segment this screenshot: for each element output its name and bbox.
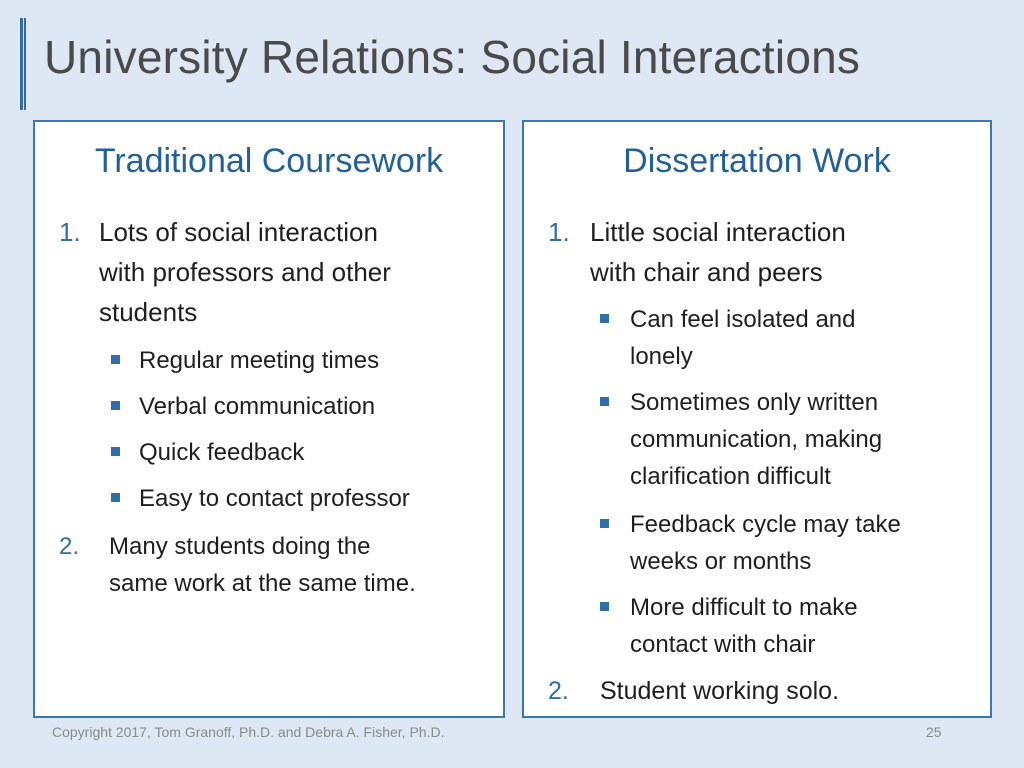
square-bullet-icon xyxy=(600,602,609,611)
sub-bullet xyxy=(600,384,980,495)
square-bullet-icon xyxy=(600,397,609,406)
bullet-text: Can feel isolated and xyxy=(630,306,856,333)
item-text-line: students xyxy=(99,297,198,327)
square-bullet-icon xyxy=(111,447,120,456)
dissertation-work-panel xyxy=(522,120,992,718)
list-item-1 xyxy=(548,212,968,292)
bullet-text: clarification difficult xyxy=(630,463,831,490)
bullet-text: lonely xyxy=(630,343,693,370)
bullet-text: Feedback cycle may take xyxy=(630,511,901,538)
slide-title: University Relations: Social Interactions xyxy=(44,31,861,83)
bullet-text: More difficult to make xyxy=(630,594,858,621)
list-item-2 xyxy=(59,528,499,602)
sub-bullet xyxy=(600,506,980,580)
bullet-text: Sometimes only written xyxy=(630,389,879,416)
bullet-text: Verbal communication xyxy=(139,393,376,420)
bullet-text: Regular meeting times xyxy=(139,347,380,374)
item-number: 2. xyxy=(548,677,569,705)
square-bullet-icon xyxy=(600,314,609,323)
item-text-line: Many students doing the xyxy=(109,533,371,560)
bullet-text: weeks or months xyxy=(630,548,812,575)
sub-bullet xyxy=(111,342,491,379)
item-text-line: Little social interaction xyxy=(590,217,846,247)
square-bullet-icon xyxy=(111,355,120,364)
square-bullet-icon xyxy=(111,493,120,502)
square-bullet-icon xyxy=(600,519,609,528)
traditional-coursework-panel xyxy=(33,120,505,718)
slide-number: 25 xyxy=(926,724,942,740)
sub-bullet xyxy=(600,301,980,375)
panel-heading: Dissertation Work xyxy=(623,142,891,180)
item-text-line: same work at the same time. xyxy=(109,570,416,597)
item-text-line: with professors and other xyxy=(99,257,391,287)
title-accent-bar xyxy=(20,18,26,110)
item-number: 1. xyxy=(548,217,570,247)
bullet-text: contact with chair xyxy=(630,631,816,658)
sub-bullet xyxy=(111,388,491,425)
sub-bullet xyxy=(600,589,980,663)
bullet-text: Quick feedback xyxy=(139,439,305,466)
item-text-line: Lots of social interaction xyxy=(99,217,378,247)
sub-bullet xyxy=(111,480,491,517)
square-bullet-icon xyxy=(111,401,120,410)
item-number: 2. xyxy=(59,533,80,560)
bullet-text: communication, making xyxy=(630,426,883,453)
bullet-text: Easy to contact professor xyxy=(139,485,410,512)
panel-heading: Traditional Coursework xyxy=(94,142,444,180)
footer-copyright: Copyright 2017, Tom Granoff, Ph.D. and Debra A. Fisher, Ph.D. xyxy=(52,724,445,740)
sub-bullet xyxy=(111,434,491,471)
item-text-line: Student working solo. xyxy=(600,677,840,705)
list-item-2 xyxy=(548,673,988,710)
item-text-line: with chair and peers xyxy=(590,257,823,287)
item-number: 1. xyxy=(59,217,81,247)
list-item-1 xyxy=(59,212,479,332)
